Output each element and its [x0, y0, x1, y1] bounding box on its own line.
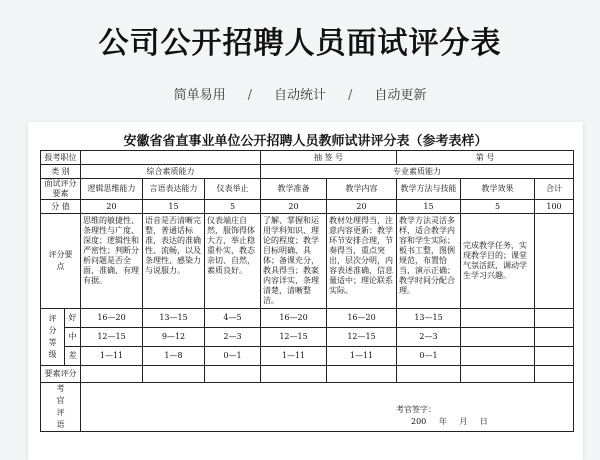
- grade-level: 差: [65, 347, 81, 366]
- element-header: 仪表举止: [205, 179, 261, 200]
- grade-range: [461, 309, 535, 328]
- key-point-text: [535, 214, 574, 309]
- score-value: 5: [205, 200, 261, 214]
- position-label: 报考职位: [41, 151, 81, 165]
- grade-range: 1—11: [81, 347, 143, 366]
- element-header: 教学内容: [327, 179, 397, 200]
- grade-range: 13—15: [397, 309, 461, 328]
- grade-levels-label: 评分等级: [41, 309, 65, 366]
- seat-no-label: 第 号: [397, 151, 574, 165]
- element-header: 逻辑思维能力: [81, 179, 143, 200]
- feature-separator: /: [247, 88, 252, 103]
- element-score-label: 要素评分: [41, 366, 81, 383]
- grade-level: 中: [65, 328, 81, 347]
- position-value[interactable]: [81, 151, 261, 165]
- score-value: 5: [461, 200, 535, 214]
- grade-range: 2—3: [397, 328, 461, 347]
- grade-range: 9—12: [143, 328, 205, 347]
- table-row: [41, 347, 574, 366]
- table-row: [41, 200, 574, 214]
- score-value: 15: [397, 200, 461, 214]
- scoring-table: [40, 150, 574, 432]
- element-score-cell[interactable]: [81, 366, 143, 383]
- element-header: 教学方法与技能: [397, 179, 461, 200]
- element-score-cell[interactable]: [143, 366, 205, 383]
- element-score-cell[interactable]: [535, 366, 574, 383]
- examiner-sign-label: 考官签字：: [396, 405, 436, 414]
- feature-item: 自动更新: [374, 88, 427, 103]
- element-score-cell[interactable]: [205, 366, 261, 383]
- grade-range: [461, 328, 535, 347]
- grade-range: [461, 347, 535, 366]
- key-points-label: 评分要点: [41, 214, 81, 309]
- grade-range: [535, 328, 574, 347]
- table-row: [41, 383, 574, 432]
- table-row: [41, 366, 574, 383]
- key-point-text: 完成教学任务，实现教学目的；课堂气氛活跃，调动学生学习兴趣。: [461, 214, 535, 309]
- grade-range: 16—20: [327, 309, 397, 328]
- professional-ability-header: 专业素质能力: [261, 165, 574, 179]
- scoring-sheet: [28, 122, 583, 460]
- grade-range: 16—20: [81, 309, 143, 328]
- general-ability-header: 综合素质能力: [81, 165, 261, 179]
- key-point-text: 教学方法灵活多样，适合教学内容和学生实际；板书工整，图例规范，布置恰当，演示正确；教学时间分配合理。: [397, 214, 461, 309]
- feature-separator: /: [348, 88, 353, 103]
- feature-item: 自动统计: [273, 88, 326, 103]
- grade-range: 12—15: [81, 328, 143, 347]
- grade-range: 13—15: [143, 309, 205, 328]
- comment-date-label: 200 年 月 日: [411, 417, 488, 426]
- document-title: 安徽省省直事业单位公开招聘人员教师试讲评分表（参考表样）: [123, 134, 488, 149]
- key-point-text: 教材处理得当，注意内容更新；教学环节安排合理，节奏得当，重点突出，层次分明，内容表述准确，信息量适中；理论联系实际。: [327, 214, 397, 309]
- grade-range: 1—8: [143, 347, 205, 366]
- grade-range: 12—15: [261, 328, 327, 347]
- grade-range: [535, 309, 574, 328]
- score-value: 20: [261, 200, 327, 214]
- element-header: 教学效果: [461, 179, 535, 200]
- grade-range: 12—15: [327, 328, 397, 347]
- score-label: 分 值: [41, 200, 81, 214]
- grade-range: [535, 347, 574, 366]
- grade-range: 1—11: [327, 347, 397, 366]
- element-score-cell[interactable]: [461, 366, 535, 383]
- score-value: 15: [143, 200, 205, 214]
- feature-item: 简单易用: [173, 88, 226, 103]
- feature-list: [0, 84, 600, 103]
- score-value: 20: [327, 200, 397, 214]
- draw-no-label: 抽 签 号: [261, 151, 397, 165]
- element-header: 合计: [535, 179, 574, 200]
- table-row: [41, 165, 574, 179]
- element-score-cell[interactable]: [397, 366, 461, 383]
- grade-range: 0—1: [205, 347, 261, 366]
- key-point-text: 语音是否清晰完整，普通话标准，表达的准确性、流畅，以及条理性、感染力与说服力。: [143, 214, 205, 309]
- grade-range: 0—1: [397, 347, 461, 366]
- grade-range: 2—3: [205, 328, 261, 347]
- key-point-text: 思维的敏捷性、条理性与广度、深度；逻辑性和严密性；判断分析问题是否全面、准确、有理有据。: [81, 214, 143, 309]
- examiner-comment-label: 考官评语: [41, 383, 81, 432]
- grade-range: 16—20: [261, 309, 327, 328]
- score-value: 20: [81, 200, 143, 214]
- table-row: [41, 151, 574, 165]
- element-score-cell[interactable]: [261, 366, 327, 383]
- grade-range: 1—11: [261, 347, 327, 366]
- scoring-elements-label: 面试评分要素: [41, 179, 81, 200]
- table-row: [41, 309, 574, 328]
- table-row: [41, 214, 574, 309]
- banner-title: 公司公开招聘人员面试评分表: [98, 26, 502, 61]
- element-header: 言语表达能力: [143, 179, 205, 200]
- examiner-comment-area[interactable]: [81, 383, 574, 432]
- table-row: [41, 328, 574, 347]
- category-label: 类 别: [41, 165, 81, 179]
- key-point-text: 了解、掌握和运用学科知识、理论的程度；教学目标明确、具体；备课充分，教具得当；教案内容详实，条理清楚，清晰整洁。: [261, 214, 327, 309]
- element-header: 教学准备: [261, 179, 327, 200]
- table-row: [41, 179, 574, 200]
- score-value: 100: [535, 200, 574, 214]
- element-score-cell[interactable]: [327, 366, 397, 383]
- grade-level: 好: [65, 309, 81, 328]
- grade-range: 4—5: [205, 309, 261, 328]
- key-point-text: 仪表端庄自然，服饰得体大方，举止稳重朴实，教态亲切、自然，素质良好。: [205, 214, 261, 309]
